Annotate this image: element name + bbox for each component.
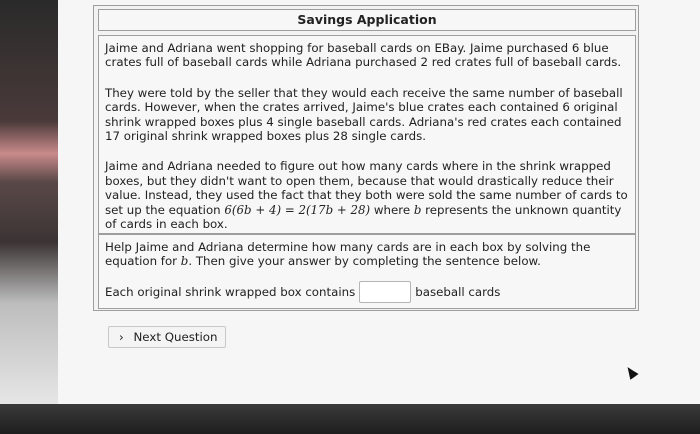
answer-prefix: Each original shrink wrapped box contains (105, 284, 356, 299)
background-edge (0, 0, 58, 404)
answer-suffix: baseball cards (415, 284, 501, 299)
problem-paragraph-2: They were told by the seller that they would each receive the same number of baseball cards. However, when the crates arrived, Jaime's blue crates each contained 6 original shrink wrapped boxes plus 4 single baseball cards. Adriana's red crates each contained 17 original shrink wrapped boxes plus 28 single cards. (105, 85, 623, 144)
answer-sentence (105, 281, 500, 303)
answer-input[interactable] (359, 281, 411, 303)
screen (58, 0, 700, 404)
paragraph-text: represents the unknown quantity of cards in each box. (105, 202, 622, 232)
instruction-text: Help Jaime and Adriana determine how many cards are in each box by solving the equation for (105, 240, 591, 269)
problem-paragraph-3 (105, 159, 629, 231)
paragraph-text: where (370, 202, 414, 217)
chevron-right-icon: › (119, 330, 124, 344)
equation: 6(6b + 4) = 2(17b + 28) (224, 202, 371, 217)
screen-bezel (0, 404, 700, 434)
problem-paragraph-1: Jaime and Adriana went shopping for baseball cards on EBay. Jaime purchased 6 blue crates full of baseball cards while Adriana purchased 2 red crates full of baseball cards. (105, 41, 622, 70)
mouse-cursor-icon (623, 364, 638, 380)
task-box (98, 234, 636, 309)
task-instruction (105, 240, 629, 269)
next-question-label: Next Question (133, 330, 218, 344)
variable-b: b (180, 254, 189, 269)
page-title: Savings Application (98, 9, 636, 31)
variable-b: b (413, 202, 422, 217)
problem-statement (98, 35, 636, 234)
question-card (93, 5, 639, 311)
instruction-text: . Then give your answer by completing the sentence below. (188, 254, 541, 269)
paragraph-text: Jaime and Adriana needed to figure out how many cards where in the shrink wrapped boxes, but they didn't want to open them, because that would drastically reduce their value. Instead, they used the fact that they both were sold the same number of cards to set up the equation (105, 159, 628, 217)
next-question-button[interactable] (108, 326, 226, 348)
